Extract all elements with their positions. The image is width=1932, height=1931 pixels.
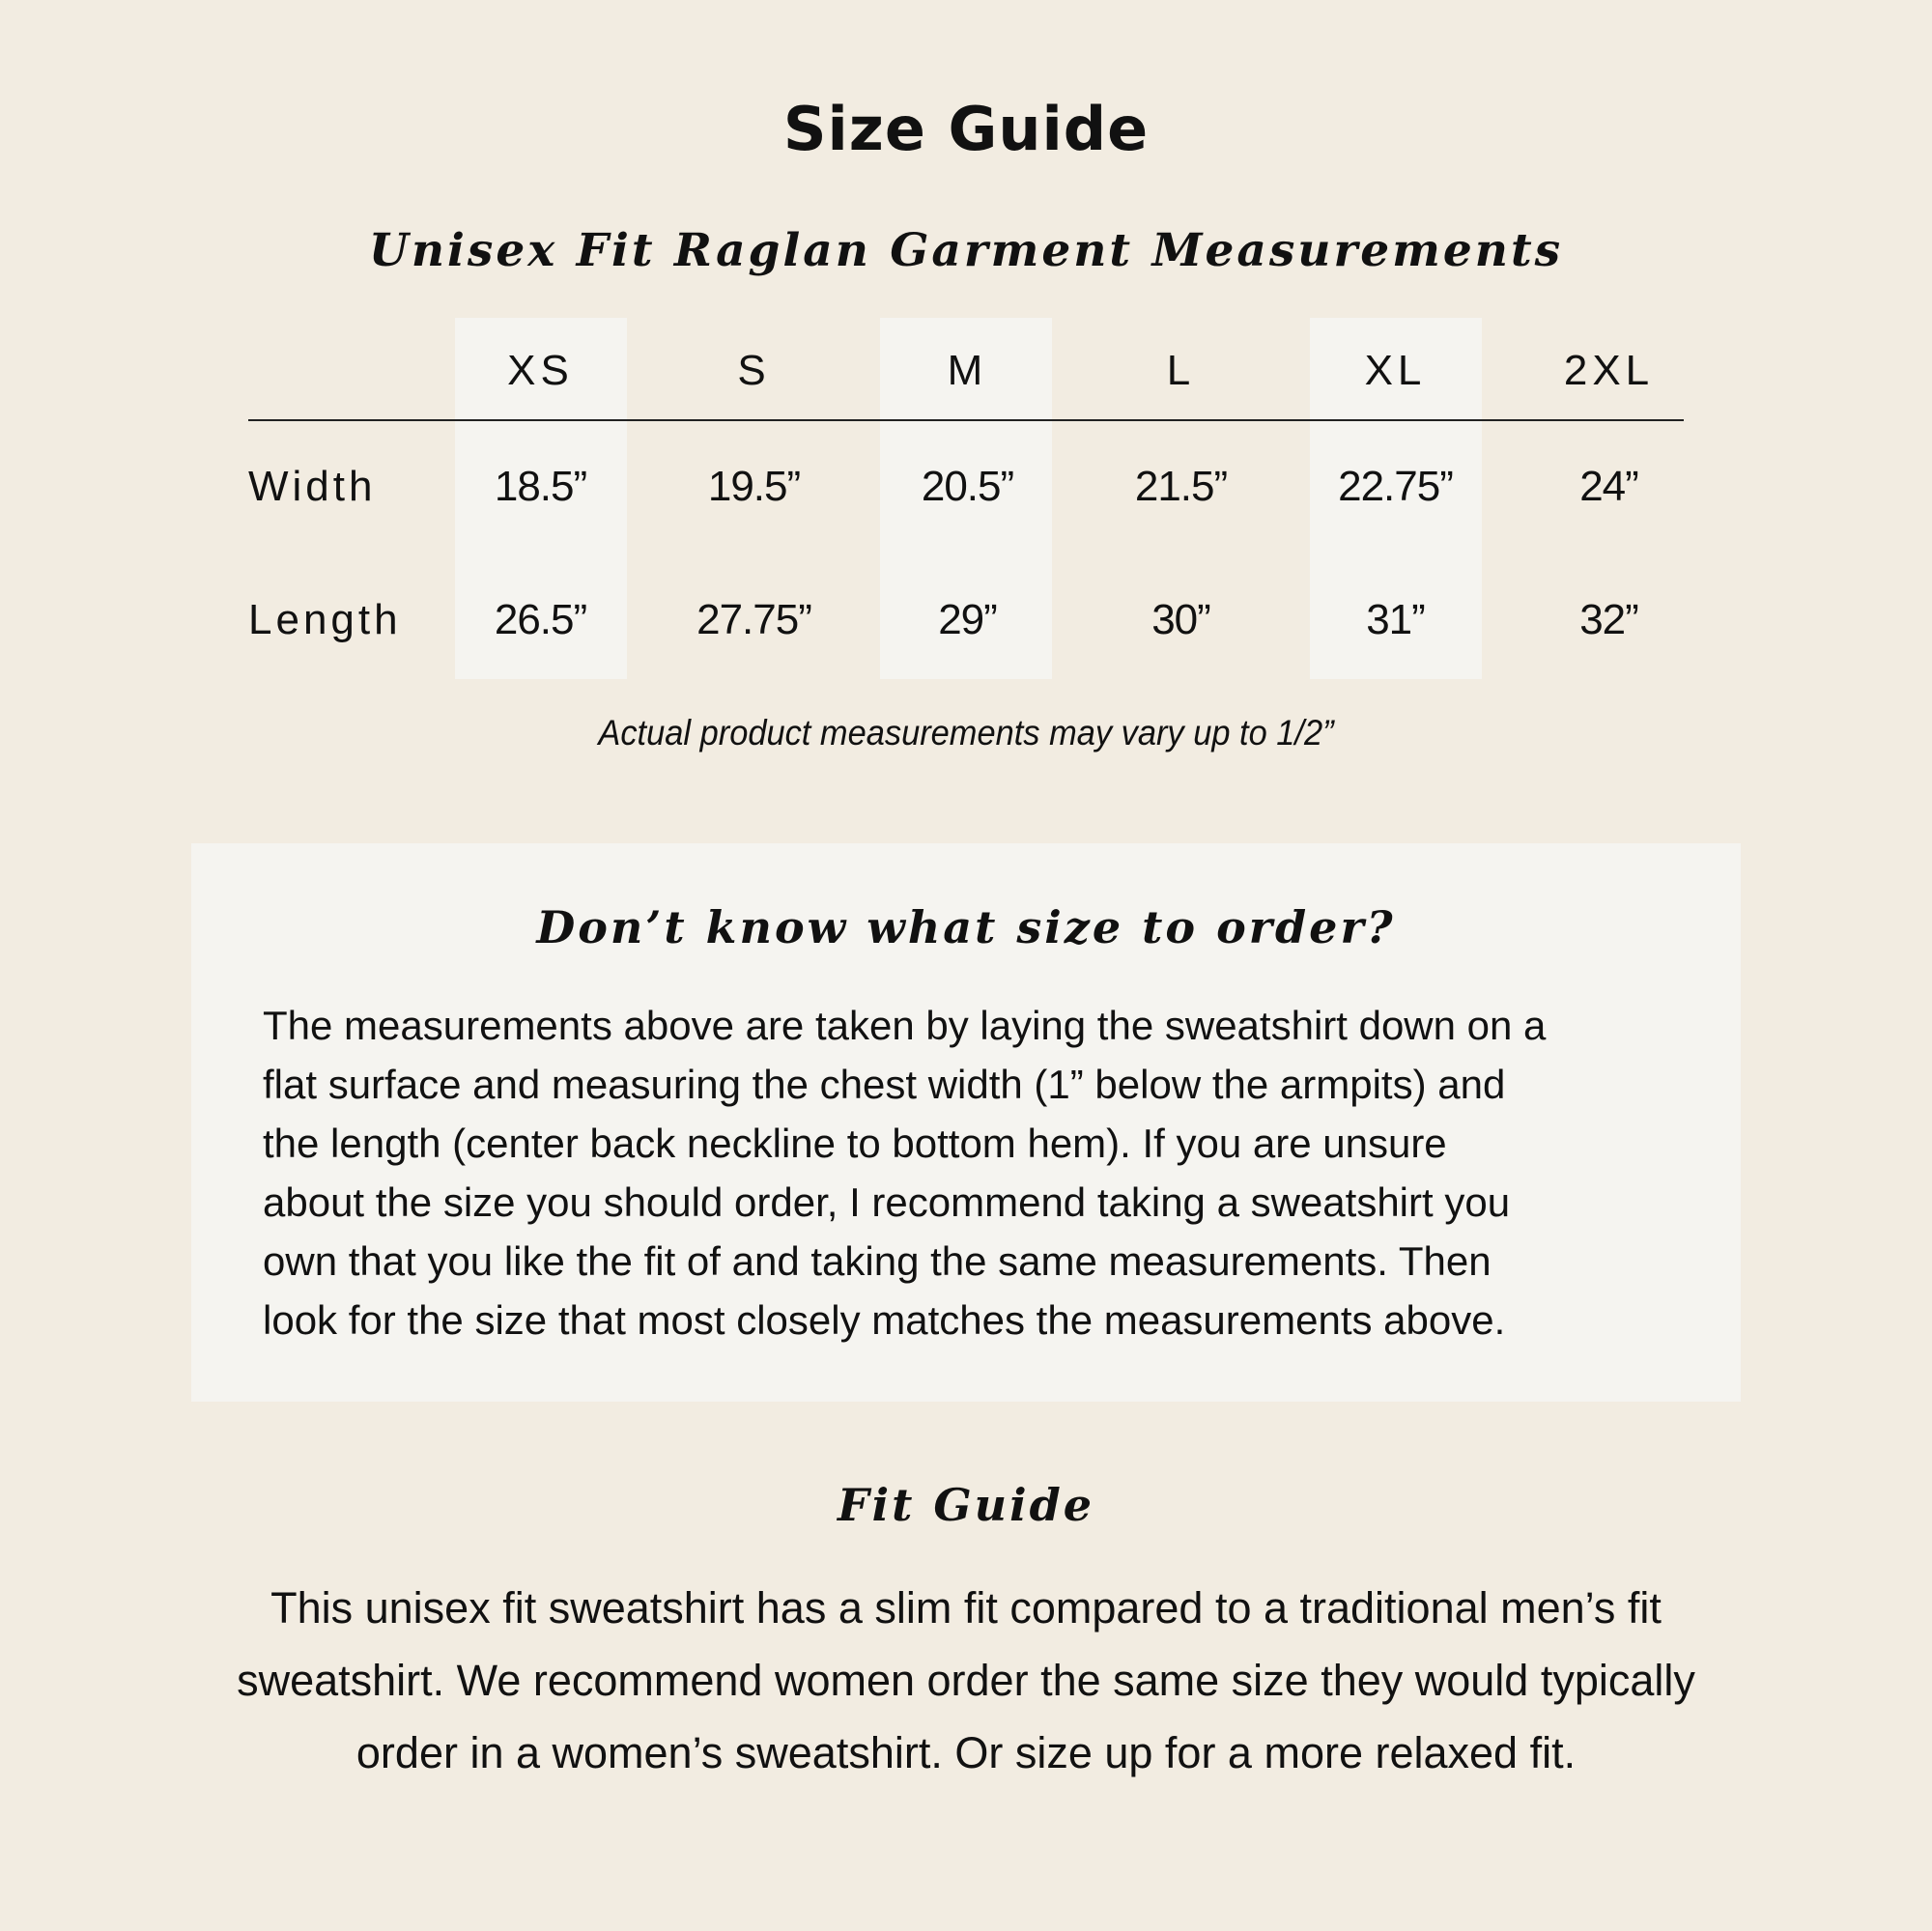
fit-guide-text bbox=[0, 1572, 1932, 1789]
table-subtitle: Unisex Fit Raglan Garment Measurements bbox=[368, 224, 1564, 277]
row-label-width: Width bbox=[248, 463, 377, 510]
header-divider bbox=[248, 419, 1684, 421]
size-header-2xl: 2XL bbox=[1563, 347, 1655, 394]
size-header-m: M bbox=[947, 347, 988, 394]
length-value-xs: 26.5” bbox=[494, 596, 587, 643]
size-help-text bbox=[263, 996, 1683, 1349]
measurement-note: Actual product measurements may vary up to 1/2” bbox=[598, 713, 1334, 753]
page-title: Size Guide bbox=[782, 94, 1150, 164]
size-header-xl: XL bbox=[1364, 347, 1427, 394]
size-header-s: S bbox=[737, 347, 771, 394]
row-label-length: Length bbox=[248, 596, 402, 643]
size-help-line: flat surface and measuring the chest width (1” below the armpits) and bbox=[263, 1062, 1506, 1107]
fit-guide-heading: Fit Guide bbox=[837, 1479, 1095, 1531]
width-value-xl: 22.75” bbox=[1338, 463, 1453, 510]
size-help-heading: Don’t know what size to order? bbox=[536, 901, 1396, 953]
size-header-xs: XS bbox=[507, 347, 574, 394]
width-value-2xl: 24” bbox=[1579, 463, 1638, 510]
size-help-line: The measurements above are taken by laying the sweatshirt down on a bbox=[263, 1003, 1547, 1048]
length-value-xl: 31” bbox=[1366, 596, 1425, 643]
width-value-xs: 18.5” bbox=[494, 463, 587, 510]
length-value-m: 29” bbox=[938, 596, 997, 643]
length-value-s: 27.75” bbox=[696, 596, 811, 643]
width-value-m: 20.5” bbox=[921, 463, 1014, 510]
size-help-line: look for the size that most closely matches the measurements above. bbox=[263, 1297, 1506, 1343]
size-help-line: about the size you should order, I recommend taking a sweatshirt you bbox=[263, 1179, 1511, 1225]
fit-guide-line: sweatshirt. We recommend women order the same size they would typically bbox=[237, 1656, 1695, 1705]
size-header-l: L bbox=[1166, 347, 1196, 394]
fit-guide-line: order in a women’s sweatshirt. Or size up for a more relaxed fit. bbox=[355, 1728, 1577, 1777]
size-help-line: the length (center back neckline to bottom hem). If you are unsure bbox=[263, 1121, 1447, 1166]
size-help-line: own that you like the fit of and taking the same measurements. Then bbox=[263, 1238, 1492, 1284]
length-value-l: 30” bbox=[1151, 596, 1210, 643]
length-value-2xl: 32” bbox=[1579, 596, 1638, 643]
width-value-l: 21.5” bbox=[1134, 463, 1228, 510]
width-value-s: 19.5” bbox=[707, 463, 801, 510]
fit-guide-line: This unisex fit sweatshirt has a slim fit compared to a traditional men’s fit bbox=[270, 1583, 1662, 1633]
